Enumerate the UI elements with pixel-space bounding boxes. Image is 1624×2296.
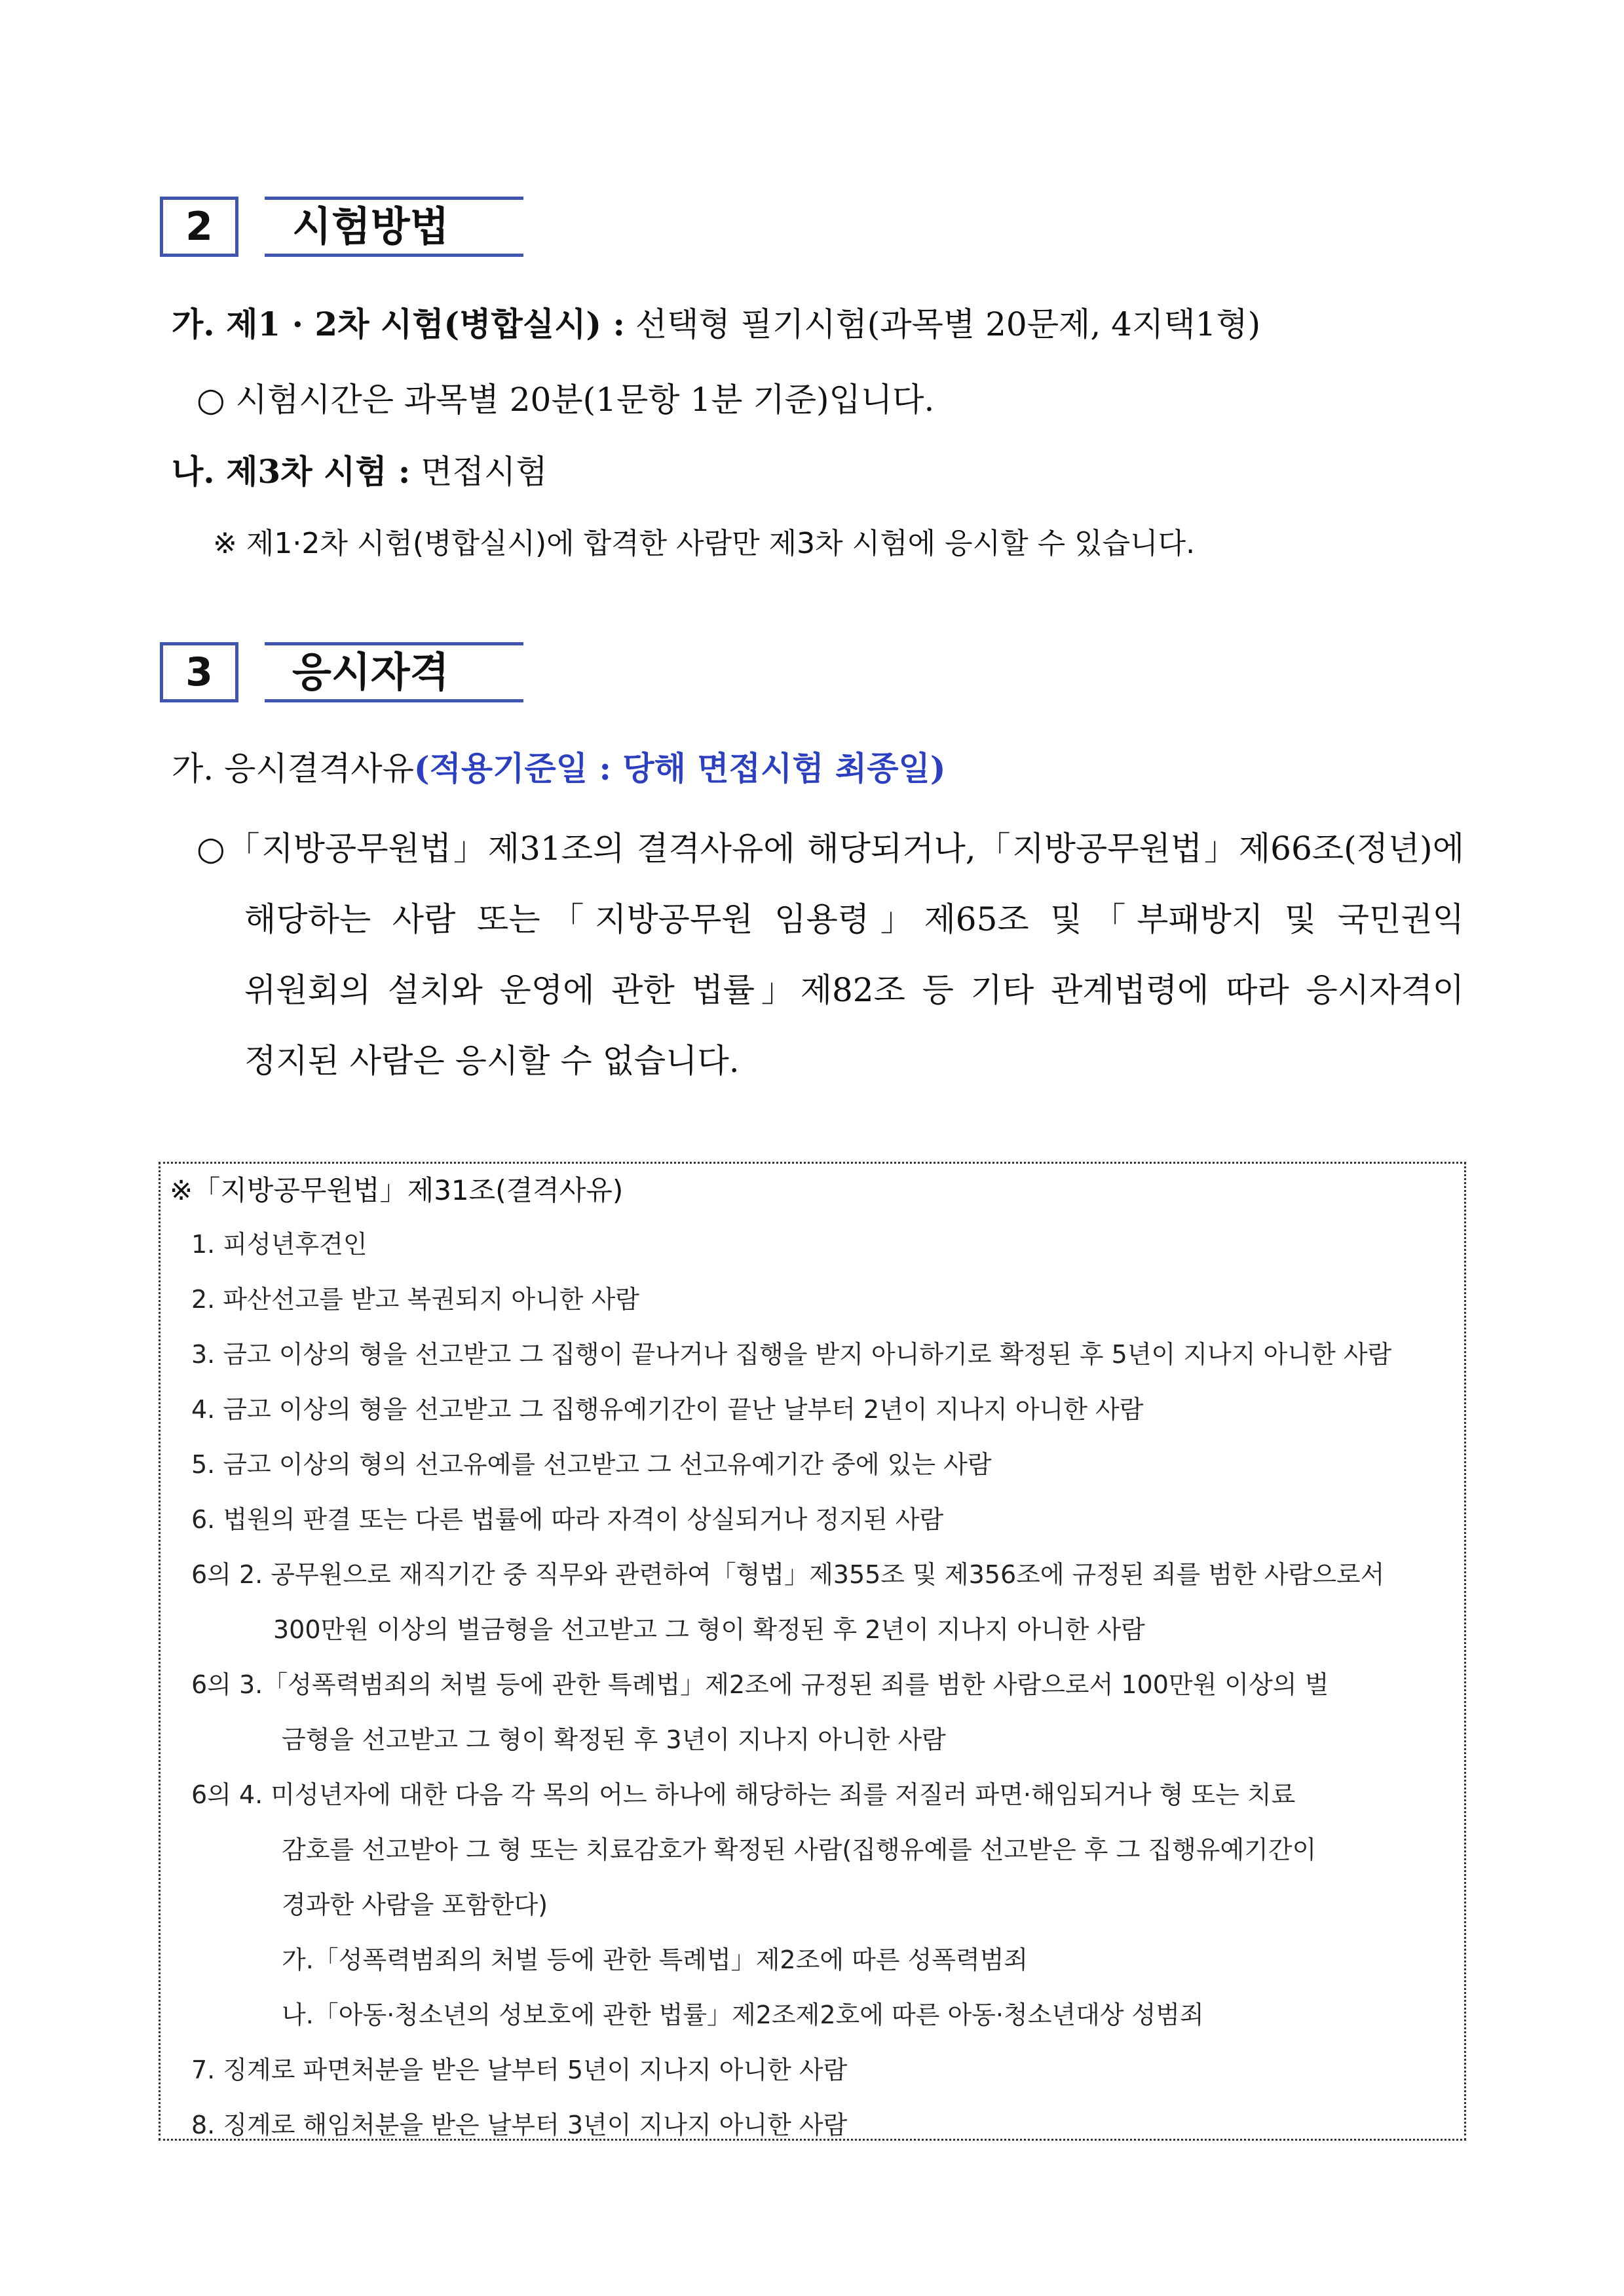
qualification-paragraph-line-3: 위원회의 설치와 운영에 관한 법률」제82조 등 기타 관계법령에 따라 응시자격이 (244, 971, 1464, 1009)
disqualification-reference-date: (적용기준일 : 당해 면접시험 최종일) (413, 749, 946, 788)
note-box-title: ※「지방공무원법」제31조(결격사유) (170, 1174, 624, 1206)
exam-round-3-label: 나. 제3차 시험 : (172, 452, 411, 491)
note-item-8: 8. 징계로 해임처분을 받은 날부터 3년이 지나지 아니한 사람 (191, 2111, 848, 2139)
note-item-6: 6. 법원의 판결 또는 다른 법률에 따라 자격이 상실되거나 정지된 사람 (191, 1505, 944, 1534)
exam-round-1-2-text: 선택형 필기시험(과목별 20문제, 4지택1형) (635, 305, 1261, 343)
note-item-2: 2. 파산선고를 받고 복권되지 아니한 사람 (191, 1285, 639, 1314)
note-item-6-2: 6의 2. 공무원으로 재직기간 중 직무와 관련하여「형법」제355조 및 제356조에 규정된 죄를 범한 사람으로서 (191, 1560, 1385, 1589)
disqualification-heading (172, 742, 946, 790)
section-2-number: 2 (160, 197, 238, 257)
qualification-paragraph-line-2: 해당하는 사람 또는「지방공무원 임용령」제65조 및「부패방지 및 국민권익 (244, 900, 1464, 938)
note-item-6-4-ga: 가.「성폭력범죄의 처벌 등에 관한 특례법」제2조에 따른 성폭력범죄 (282, 1945, 1029, 1974)
section-3-number: 3 (160, 642, 238, 702)
note-item-6-3-cont: 금형을 선고받고 그 형이 확정된 후 3년이 지나지 아니한 사람 (282, 1725, 946, 1754)
note-item-6-4-na: 나.「아동·청소년의 성보호에 관한 법률」제2조제2호에 따른 아동·청소년대상 성범죄 (282, 2000, 1204, 2029)
disqualification-note-box (159, 1162, 1466, 2141)
note-item-6-2-cont: 300만원 이상의 벌금형을 선고받고 그 형이 확정된 후 2년이 지나지 아니한 사람 (273, 1615, 1145, 1644)
exam-round-1-2-label: 가. 제1 · 2차 시험(병합실시) : (172, 305, 625, 343)
exam-round-3-text: 면접시험 (421, 453, 548, 491)
exam-round-1-2-line (172, 298, 1260, 345)
note-item-3: 3. 금고 이상의 형을 선고받고 그 집행이 끝나거나 집행을 받지 아니하기로 확정된 후 5년이 지나지 아니한 사람 (191, 1340, 1392, 1369)
note-item-5: 5. 금고 이상의 형의 선고유예를 선고받고 그 선고유예기간 중에 있는 사람 (191, 1450, 992, 1479)
exam-remark: ※ 제1·2차 시험(병합실시)에 합격한 사람만 제3차 시험에 응시할 수 있습니다. (213, 527, 1196, 560)
note-item-6-4: 6의 4. 미성년자에 대한 다음 각 목의 어느 하나에 해당하는 죄를 저질러 파면·해임되거나 형 또는 치료 (191, 1780, 1296, 1809)
exam-time-note: ○ 시험시간은 과목별 20분(1문항 1분 기준)입니다. (197, 381, 935, 419)
section-2-title: 시험방법 (265, 197, 523, 257)
note-item-4: 4. 금고 이상의 형을 선고받고 그 집행유예기간이 끝난 날부터 2년이 지나지 아니한 사람 (191, 1395, 1144, 1424)
qualification-paragraph-line-1: ○「지방공무원법」제31조의 결격사유에 해당되거나,「지방공무원법」제66조(정년)에 (197, 830, 1464, 868)
note-item-7: 7. 징계로 파면처분을 받은 날부터 5년이 지나지 아니한 사람 (191, 2056, 848, 2084)
exam-round-3-line (172, 446, 548, 493)
note-item-1: 1. 피성년후견인 (191, 1230, 368, 1259)
qualification-paragraph-line-4: 정지된 사람은 응시할 수 없습니다. (244, 1042, 740, 1080)
note-item-6-3: 6의 3.「성폭력범죄의 처벌 등에 관한 특례법」제2조에 규정된 죄를 범한 사람으로서 100만원 이상의 벌 (191, 1670, 1329, 1699)
section-3-title: 응시자격 (265, 642, 523, 702)
note-item-6-4-cont-1: 감호를 선고받아 그 형 또는 치료감호가 확정된 사람(집행유예를 선고받은 후 그 집행유예기간이 (282, 1835, 1317, 1864)
disqualification-label: 가. 응시결격사유 (172, 750, 414, 788)
note-item-6-4-cont-2: 경과한 사람을 포함한다) (282, 1890, 548, 1919)
